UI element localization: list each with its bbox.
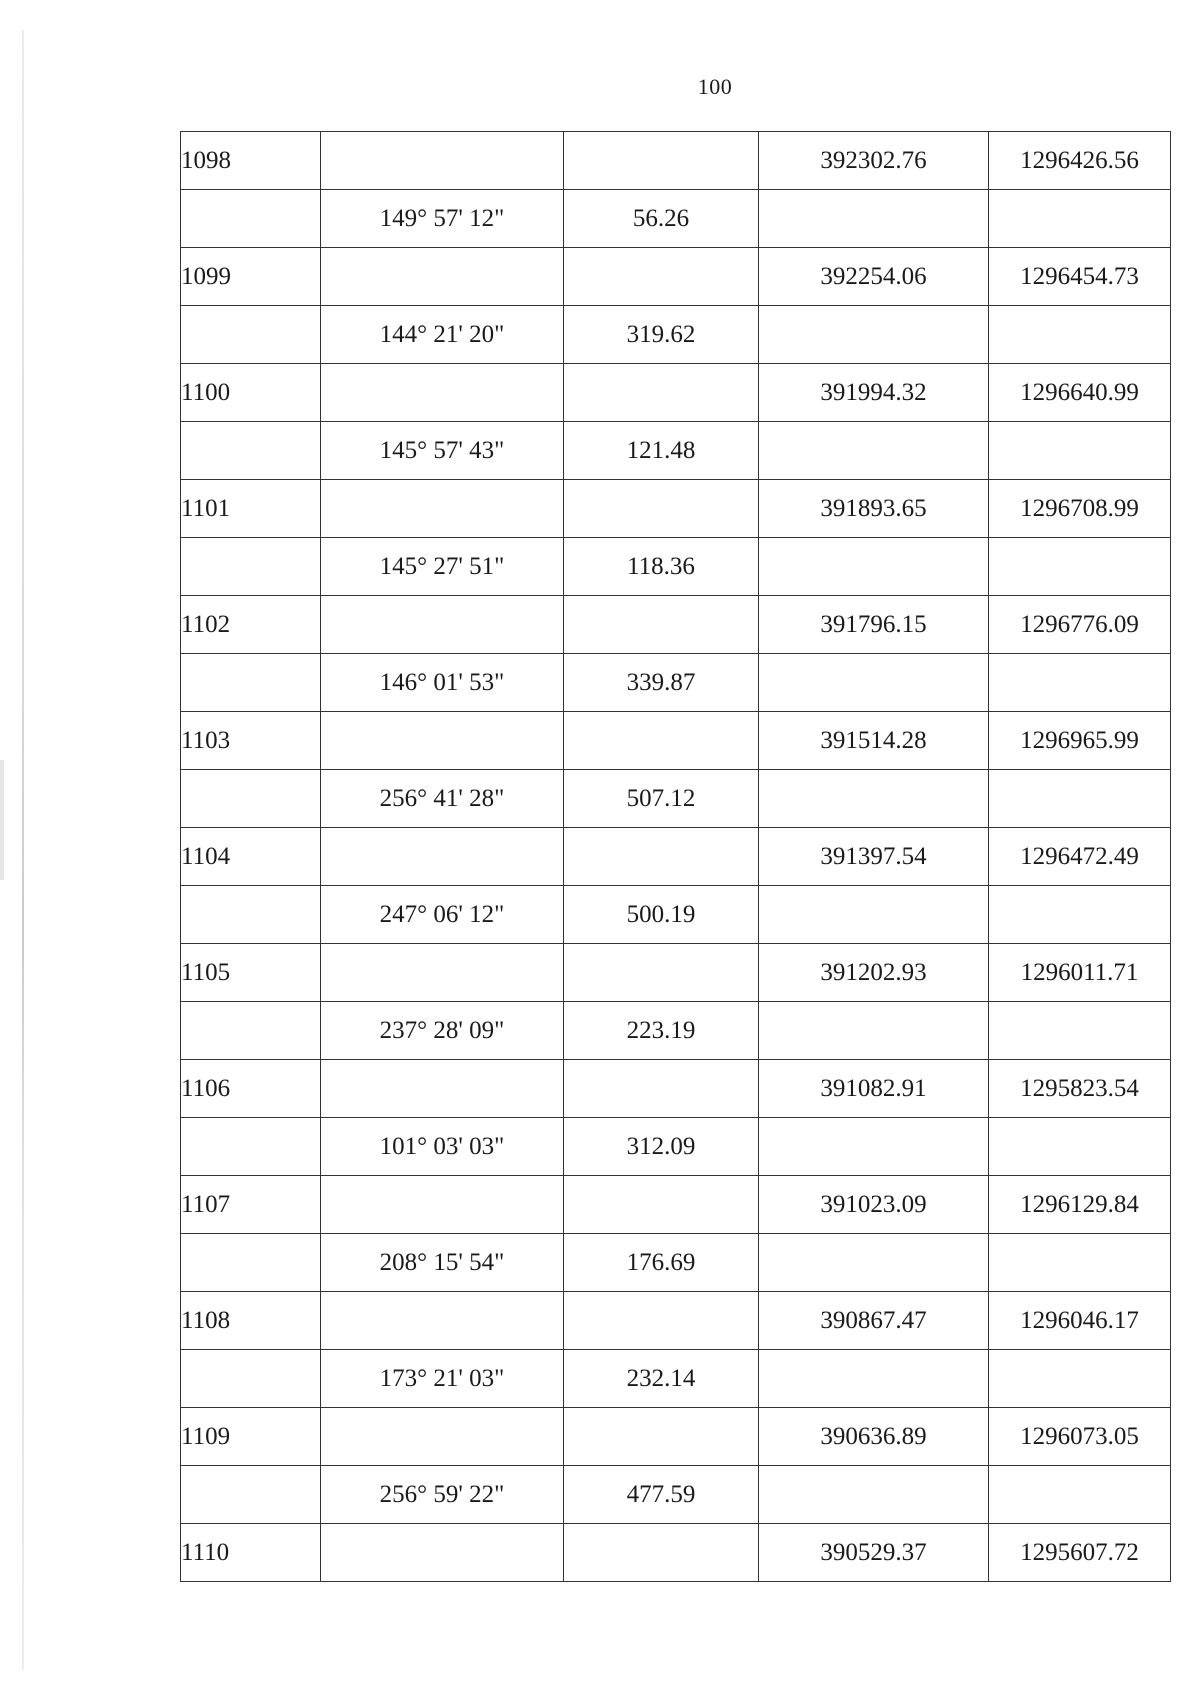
x-coordinate-cell [759,1350,989,1408]
y-coordinate-cell: 1296129.84 [989,1176,1171,1234]
y-coordinate-cell: 1296073.05 [989,1408,1171,1466]
y-coordinate-cell: 1296708.99 [989,480,1171,538]
x-coordinate-cell: 392302.76 [759,132,989,190]
distance-cell [564,596,759,654]
x-coordinate-cell [759,306,989,364]
point-number-cell: 1110 [181,1524,321,1582]
x-coordinate-cell [759,422,989,480]
y-coordinate-cell: 1296472.49 [989,828,1171,886]
point-number-cell: 1109 [181,1408,321,1466]
table-row [181,1466,1171,1524]
point-number-cell [181,306,321,364]
x-coordinate-cell: 391397.54 [759,828,989,886]
point-number-cell [181,1234,321,1292]
distance-cell: 232.14 [564,1350,759,1408]
point-number-cell [181,1466,321,1524]
table-row [181,538,1171,596]
x-coordinate-cell: 391023.09 [759,1176,989,1234]
distance-cell: 319.62 [564,306,759,364]
bearing-cell [321,828,564,886]
distance-cell [564,828,759,886]
x-coordinate-cell: 392254.06 [759,248,989,306]
bearing-cell [321,944,564,1002]
x-coordinate-cell: 390636.89 [759,1408,989,1466]
scan-edge-mark [0,760,4,880]
y-coordinate-cell: 1296965.99 [989,712,1171,770]
bearing-cell [321,1408,564,1466]
x-coordinate-cell [759,654,989,712]
bearing-cell: 173° 21' 03" [321,1350,564,1408]
distance-cell: 121.48 [564,422,759,480]
distance-cell [564,712,759,770]
bearing-cell: 256° 59' 22" [321,1466,564,1524]
point-number-cell: 1098 [181,132,321,190]
table-row [181,1292,1171,1350]
bearing-cell [321,1524,564,1582]
coordinates-table-body [181,132,1171,1582]
x-coordinate-cell: 391514.28 [759,712,989,770]
bearing-cell [321,712,564,770]
distance-cell [564,1408,759,1466]
y-coordinate-cell [989,1234,1171,1292]
x-coordinate-cell: 391893.65 [759,480,989,538]
y-coordinate-cell [989,1002,1171,1060]
bearing-cell [321,1060,564,1118]
point-number-cell: 1108 [181,1292,321,1350]
point-number-cell: 1103 [181,712,321,770]
distance-cell: 500.19 [564,886,759,944]
distance-cell [564,944,759,1002]
distance-cell: 339.87 [564,654,759,712]
bearing-cell: 144° 21' 20" [321,306,564,364]
table-row [181,1002,1171,1060]
y-coordinate-cell [989,654,1171,712]
point-number-cell [181,1118,321,1176]
x-coordinate-cell [759,1466,989,1524]
point-number-cell [181,538,321,596]
table-row [181,1408,1171,1466]
x-coordinate-cell [759,1002,989,1060]
table-row [181,422,1171,480]
point-number-cell [181,422,321,480]
y-coordinate-cell: 1296776.09 [989,596,1171,654]
y-coordinate-cell [989,190,1171,248]
y-coordinate-cell: 1296011.71 [989,944,1171,1002]
table-row [181,480,1171,538]
distance-cell: 223.19 [564,1002,759,1060]
point-number-cell [181,886,321,944]
table-row [181,1176,1171,1234]
point-number-cell [181,654,321,712]
y-coordinate-cell: 1296454.73 [989,248,1171,306]
point-number-cell: 1099 [181,248,321,306]
table-row [181,770,1171,828]
y-coordinate-cell [989,886,1171,944]
y-coordinate-cell [989,306,1171,364]
y-coordinate-cell: 1296426.56 [989,132,1171,190]
point-number-cell [181,770,321,828]
y-coordinate-cell [989,1350,1171,1408]
table-row [181,654,1171,712]
x-coordinate-cell: 390867.47 [759,1292,989,1350]
distance-cell: 56.26 [564,190,759,248]
y-coordinate-cell [989,1466,1171,1524]
table-row [181,248,1171,306]
distance-cell [564,1524,759,1582]
x-coordinate-cell: 391796.15 [759,596,989,654]
table-row [181,944,1171,1002]
point-number-cell: 1106 [181,1060,321,1118]
bearing-cell: 101° 03' 03" [321,1118,564,1176]
x-coordinate-cell: 391202.93 [759,944,989,1002]
x-coordinate-cell [759,770,989,828]
point-number-cell [181,1350,321,1408]
x-coordinate-cell [759,1118,989,1176]
bearing-cell [321,480,564,538]
bearing-cell: 145° 57' 43" [321,422,564,480]
y-coordinate-cell [989,1118,1171,1176]
y-coordinate-cell: 1295607.72 [989,1524,1171,1582]
x-coordinate-cell: 391082.91 [759,1060,989,1118]
distance-cell [564,1176,759,1234]
bearing-cell: 247° 06' 12" [321,886,564,944]
y-coordinate-cell: 1296640.99 [989,364,1171,422]
x-coordinate-cell [759,538,989,596]
point-number-cell: 1105 [181,944,321,1002]
scan-edge-shadow [22,30,24,1670]
distance-cell [564,364,759,422]
distance-cell: 118.36 [564,538,759,596]
bearing-cell: 146° 01' 53" [321,654,564,712]
x-coordinate-cell: 390529.37 [759,1524,989,1582]
x-coordinate-cell: 391994.32 [759,364,989,422]
distance-cell: 507.12 [564,770,759,828]
x-coordinate-cell [759,1234,989,1292]
table-row [181,828,1171,886]
bearing-cell [321,248,564,306]
bearing-cell [321,1176,564,1234]
table-row [181,1234,1171,1292]
table-row [181,1350,1171,1408]
bearing-cell: 208° 15' 54" [321,1234,564,1292]
x-coordinate-cell [759,886,989,944]
bearing-cell: 237° 28' 09" [321,1002,564,1060]
distance-cell [564,1292,759,1350]
bearing-cell [321,1292,564,1350]
y-coordinate-cell: 1296046.17 [989,1292,1171,1350]
distance-cell: 176.69 [564,1234,759,1292]
point-number-cell: 1100 [181,364,321,422]
bearing-cell: 145° 27' 51" [321,538,564,596]
x-coordinate-cell [759,190,989,248]
bearing-cell [321,132,564,190]
table-row [181,306,1171,364]
point-number-cell: 1102 [181,596,321,654]
table-row [181,1060,1171,1118]
table-row [181,132,1171,190]
y-coordinate-cell [989,422,1171,480]
distance-cell [564,248,759,306]
distance-cell [564,480,759,538]
table-row [181,596,1171,654]
distance-cell [564,132,759,190]
y-coordinate-cell [989,770,1171,828]
table-row [181,886,1171,944]
table-row [181,190,1171,248]
bearing-cell: 149° 57' 12" [321,190,564,248]
bearing-cell [321,364,564,422]
coordinates-table [180,131,1171,1582]
point-number-cell: 1107 [181,1176,321,1234]
bearing-cell: 256° 41' 28" [321,770,564,828]
point-number-cell [181,1002,321,1060]
table-row [181,364,1171,422]
y-coordinate-cell [989,538,1171,596]
point-number-cell: 1104 [181,828,321,886]
distance-cell [564,1060,759,1118]
table-row [181,712,1171,770]
point-number-cell [181,190,321,248]
bearing-cell [321,596,564,654]
y-coordinate-cell: 1295823.54 [989,1060,1171,1118]
point-number-cell: 1101 [181,480,321,538]
distance-cell: 312.09 [564,1118,759,1176]
page-number: 100 [697,74,733,99]
table-row [181,1524,1171,1582]
table-row [181,1118,1171,1176]
distance-cell: 477.59 [564,1466,759,1524]
